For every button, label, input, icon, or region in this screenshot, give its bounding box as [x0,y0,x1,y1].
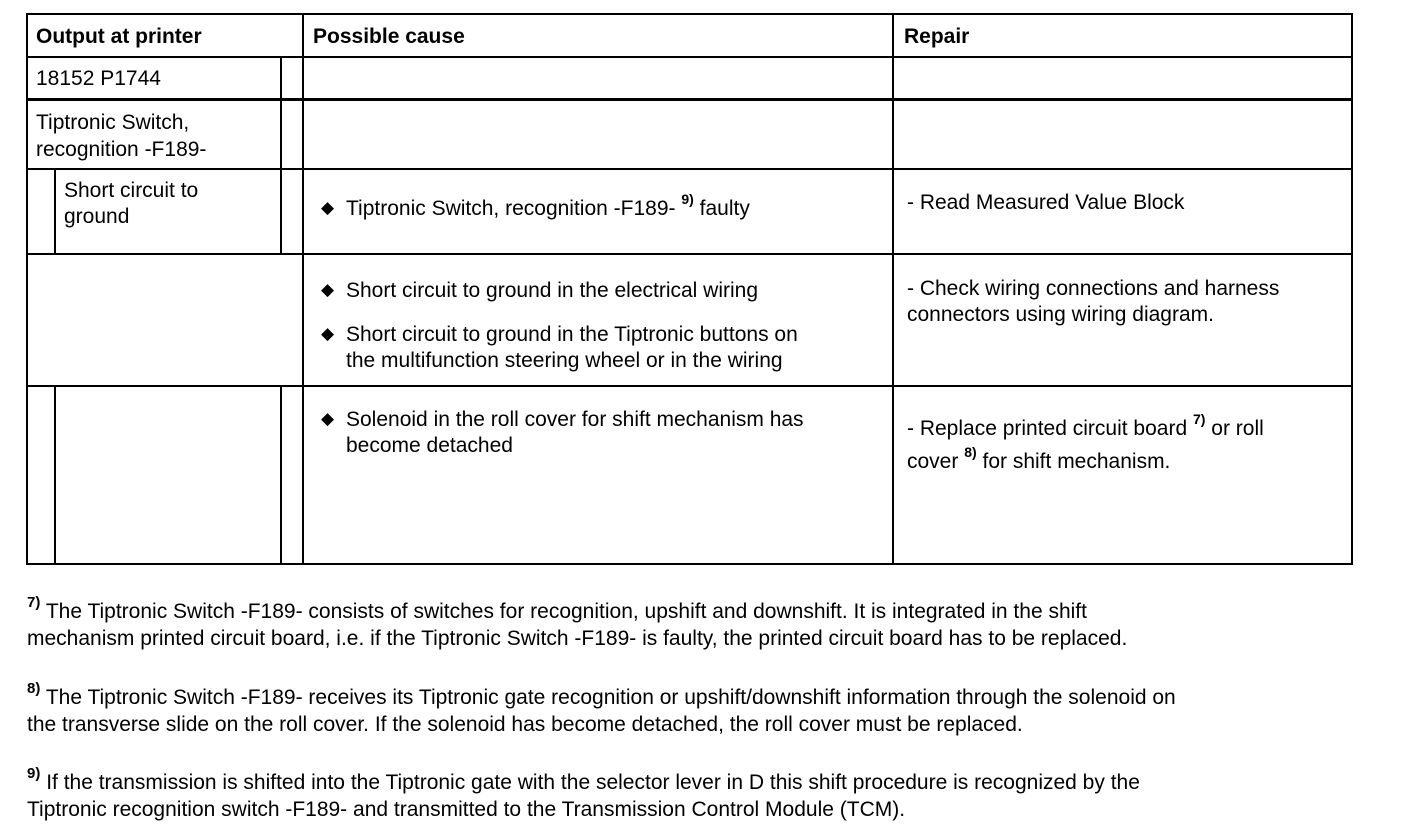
col-divider [892,13,894,565]
header-cause: Possible cause [313,25,465,48]
footnote-ref: 8) [27,680,41,697]
col-divider [302,13,304,565]
component-name [36,109,206,163]
footnote-7: $^{7)}$ The Tiptronic Switch -F189- consists of switches for recognition, upshift and downshift. It is integrated in the shift mechanism printed circuit board, i.e. if the Tiptronic Switch -F189- is faulty, the printed circuit board has to be replaced. [27,594,1128,650]
footnote-ref: 7) [27,594,41,611]
repair-text: - Check wiring connections and harness connectors using wiring diagram. [907,277,1280,326]
repair-text: - Replace printed circuit board $^{7)}$ or roll cover $^{8)}$ for shift mechanism. [907,411,1264,473]
col-divider [54,168,56,254]
cause-text: Short circuit to ground in the electrical wiring [346,279,759,302]
row-divider [26,385,1353,387]
header-output: Output at printer [36,25,202,48]
bullet-icon: ◆ [321,324,335,343]
bullet-icon: ◆ [321,409,335,428]
cause-text: Solenoid in the roll cover for shift mechanism has become detached [346,408,804,457]
repair-text: - Read Measured Value Block [907,191,1185,214]
col-divider [54,385,56,565]
fault-type-line: ground [64,205,130,228]
cause-text: Tiptronic Switch, recognition -F189- $^{9)}$ faulty [346,191,750,220]
footnote-ref: 7) [1192,411,1206,427]
cause-text: Short circuit to ground in the Tiptronic buttons on the multifunction steering wheel or in the wiring [346,323,798,372]
footnote-9: $^{9)}$ If the transmission is shifted into the Tiptronic gate with the selector lever in D this shift procedure is recognized by the Tiptronic recognition switch -F189- and transmitted to the Transmission Control Module (TCM). [27,765,1140,821]
header-repair: Repair [904,25,970,48]
component-name-line: recognition -F189- [36,138,207,161]
footnote-ref: 9) [27,765,41,782]
row-divider [26,253,1353,255]
row-divider [26,56,1353,58]
bullet-icon: ◆ [321,198,335,217]
col-divider [280,385,282,565]
footnote-8: $^{8)}$ The Tiptronic Switch -F189- receives its Tiptronic gate recognition or upshift/downshift information through the solenoid on the transverse slide on the roll cover. If the solenoid has become detached, the roll cover must be replaced. [27,680,1176,736]
footnote-ref: 8) [964,444,977,460]
row-divider [26,168,1353,170]
col-divider [280,56,282,254]
footnote-ref: 9) [681,191,694,207]
row-divider [26,98,1353,101]
component-name-line: Tiptronic Switch, [36,111,190,134]
fault-type [64,178,198,230]
fault-code: 18152 P1744 [36,67,161,90]
fault-type-line: Short circuit to [64,179,199,202]
bullet-icon: ◆ [321,280,335,299]
